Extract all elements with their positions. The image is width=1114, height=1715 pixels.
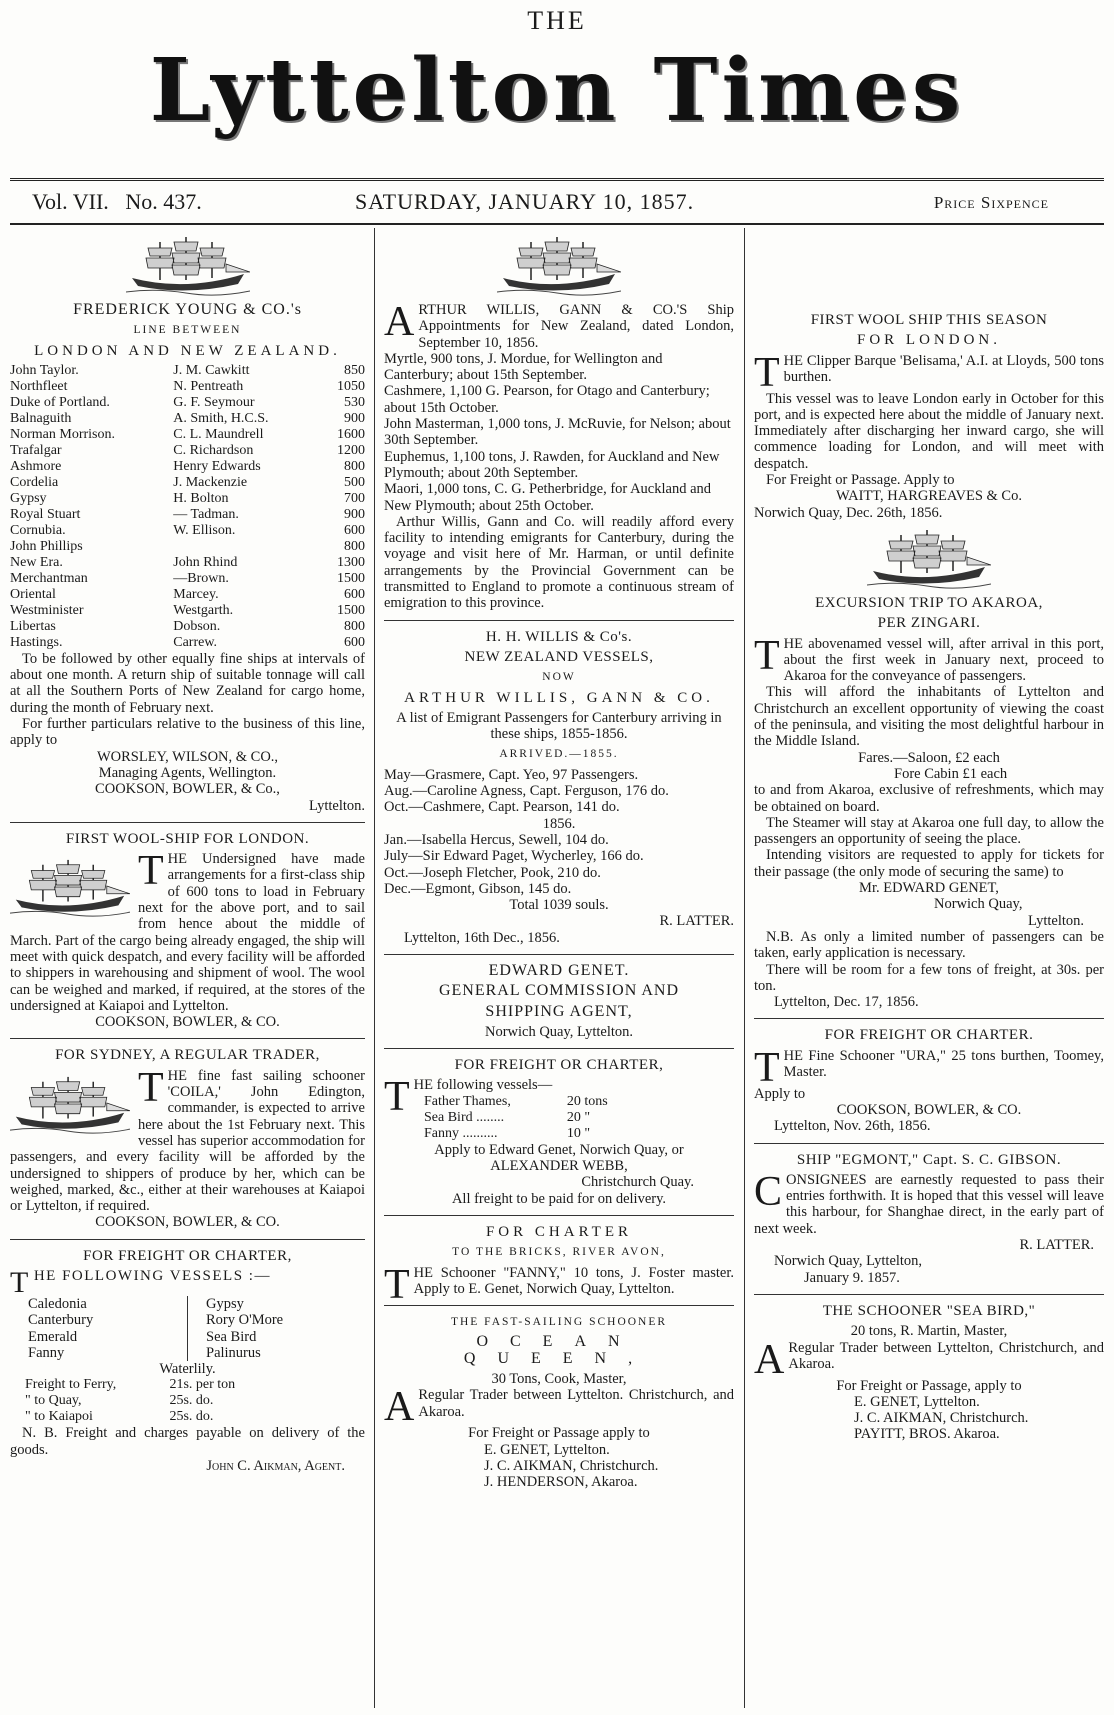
table-cell: C. L. Maundrell	[173, 426, 264, 442]
ad-dateline: Lyttelton, 16th Dec., 1856.	[404, 929, 560, 946]
list-item: Emerald	[28, 1328, 78, 1345]
table-row	[10, 379, 365, 395]
ad-signature: COOKSON, BOWLER, & CO.	[95, 1214, 280, 1231]
table-row	[10, 395, 365, 411]
ad-dateline: Lyttelton, Dec. 17, 1856.	[774, 994, 919, 1011]
table-cell: New Era.	[10, 554, 63, 570]
table-cell: Gypsy	[10, 490, 47, 506]
ad-dateline: January 9. 1857.	[804, 1269, 900, 1286]
table-cell: — Tadman.	[173, 506, 239, 522]
list-item: Gypsy	[206, 1295, 244, 1312]
agent-name: WORSLEY, WILSON, & CO.,	[96, 748, 279, 765]
table-cell: 600	[344, 586, 365, 602]
ad-dateline: Norwich Quay, Lyttelton,	[774, 1253, 923, 1270]
table-cell: Freight to Ferry,	[25, 1377, 117, 1393]
table-cell: Dobson.	[173, 618, 221, 634]
table-cell: C. Richardson	[173, 442, 254, 458]
column-2	[384, 228, 734, 1708]
table-cell: 25s. do.	[169, 1393, 214, 1409]
ad-body: THE Schooner "FANNY," 10 tons, J. Foster master. Apply to E. Genet, Norwich Quay, Lyttelton.	[384, 1261, 734, 1308]
column-3	[754, 228, 1104, 1708]
table-cell: 20 tons	[566, 1093, 608, 1109]
ad-signature: COOKSON, BOWLER, & CO.	[95, 1014, 280, 1031]
list-item: Maori, 1,000 tons, C. G. Petherbridge, for Auckland and New Plymouth; about 25th October.	[384, 481, 712, 514]
ad-subheading: 20 tons, R. Martin, Master,	[850, 1323, 1008, 1340]
table-row	[10, 555, 365, 571]
table-cell: H. Bolton	[173, 490, 229, 506]
column-rule	[744, 228, 745, 1708]
table-cell: " to Quay,	[25, 1393, 82, 1409]
list-item: Caledonia	[28, 1295, 87, 1312]
table-cell: 1500	[337, 602, 365, 618]
columns	[10, 228, 1104, 1708]
table-row	[10, 603, 365, 619]
table-cell: 21s. per ton	[169, 1377, 236, 1393]
list-item: Jan.—Isabella Hercus, Sewell, 104 do.	[384, 831, 609, 848]
issue-date: SATURDAY, JANUARY 10, 1857.	[355, 189, 695, 214]
table-cell: Marcey.	[173, 586, 219, 602]
table-cell: Hastings.	[10, 634, 63, 650]
ad-address: Norwich Quay, Lyttelton.	[484, 1023, 634, 1040]
table-cell: 1050	[337, 378, 365, 394]
ad-dateline: Lyttelton, Nov. 26th, 1856.	[774, 1118, 931, 1135]
ad-heading: FOR SYDNEY, A REGULAR TRADER,	[55, 1047, 320, 1064]
agent-location: Lyttelton.	[309, 797, 365, 814]
ship-list-table	[10, 363, 365, 651]
divider	[754, 1143, 1104, 1144]
table-cell: N. Pentreath	[173, 378, 244, 394]
table-row	[10, 491, 365, 507]
table-row	[10, 539, 365, 555]
ship-illustration-icon	[10, 855, 130, 919]
table-row	[10, 411, 365, 427]
table-cell: Royal Stuart	[10, 506, 81, 522]
table-cell: Merchantman	[10, 570, 88, 586]
ad-dateline: Norwich Quay, Dec. 26th, 1856.	[754, 504, 943, 521]
table-cell: Westminister	[10, 602, 84, 618]
table-cell: Libertas	[10, 618, 56, 634]
ad-subheading: THE FAST-SAILING SCHOONER	[450, 1316, 668, 1329]
ad-subheading: LINE BETWEEN	[133, 324, 242, 337]
ad-heading: EDWARD GENET.	[488, 961, 630, 979]
table-cell: Sea Bird ........	[424, 1109, 505, 1125]
table-cell: Cordelia	[10, 474, 59, 490]
table-cell: John Phillips	[10, 538, 83, 554]
divider	[384, 1215, 734, 1216]
table-cell: J. Mackenzie	[173, 474, 248, 490]
ad-body: For Freight or Passage apply to	[468, 1425, 650, 1442]
ad-heading: FOR FREIGHT OR CHARTER,	[83, 1247, 292, 1264]
ad-body: THE abovenamed vessel will, after arrival in this port, about the first week in January next, proceed to Akaroa for the conveyance of passengers.	[754, 632, 1104, 685]
table-cell: Cornubia.	[10, 522, 66, 538]
table-cell: A. Smith, H.C.S.	[173, 410, 269, 426]
ad-body: This will afford the inhabitants of Lyttelton and Christchurch an excellent opportunity of viewing the coast of the peninsula, and visiting the most delightful harbour in the Middle Island.	[754, 684, 1104, 750]
ad-body: This vessel was to leave London early in October for this port, and is expected here about the middle of January next. Immediately after discharging her inward cargo, she will commence loading for London, and will meet with despatch.	[754, 390, 1104, 472]
ad-body: To be followed by other equally fine ships at intervals of about one month. A return ship of suitable tonnage will call at all the Southern Ports of New Zealand for cargo home, during the month of February next.	[10, 650, 365, 716]
divider	[384, 1048, 734, 1049]
ad-note: There will be room for a few tons of freight, at 30s. per ton.	[754, 961, 1104, 994]
ad-heading: GENERAL COMMISSION AND	[438, 982, 680, 1000]
list-item: John Masterman, 1,000 tons, J. McRuvie, for Nelson; about 30th September.	[384, 416, 731, 449]
table-cell: 1600	[337, 426, 365, 442]
table-row	[25, 1377, 274, 1393]
table-row	[25, 1393, 274, 1409]
table-row	[424, 1126, 634, 1142]
ad-body: A list of Emigrant Passengers for Canterbury arriving in these ships, 1855-1856.	[396, 709, 722, 743]
agent-location: Managing Agents, Wellington.	[98, 764, 277, 781]
ad-heading: THE SCHOONER "SEA BIRD,"	[822, 1302, 1036, 1319]
ad-lead: THE FOLLOWING VESSELS :—	[10, 1265, 271, 1299]
list-item: Palinurus	[206, 1344, 261, 1361]
ship-appointments	[384, 351, 734, 514]
table-row	[10, 443, 365, 459]
list-item: Aug.—Caroline Agness, Capt. Ferguson, 176 do.	[384, 783, 669, 800]
table-cell: 1500	[337, 570, 365, 586]
ad-signature-location: Christchurch Quay.	[581, 1174, 694, 1191]
ad-body: Arthur Willis, Gann and Co. will readily afford every facility to intending emigrants for Canterbury, during the voyage and visit here of Mr. Harman, or until definite arrangements by the Provincial Government can be transmitted to England to promote a continuous stream of emigration to this province.	[384, 513, 734, 612]
ad-body: Apply to	[754, 1085, 806, 1102]
table-cell: W. Ellison.	[173, 522, 236, 538]
agent-list	[384, 1442, 734, 1491]
column-rule	[374, 228, 375, 1708]
ship-illustration-icon	[126, 232, 250, 298]
list-item: J. C. AIKMAN, Christchurch.	[854, 1410, 1029, 1427]
divider	[10, 822, 365, 823]
table-cell: 25s. do.	[169, 1409, 214, 1425]
passenger-total: Total 1039 souls.	[509, 897, 609, 914]
table-cell: 500	[344, 474, 365, 490]
ad-heading: FOR FREIGHT OR CHARTER,	[454, 1057, 664, 1074]
divider	[10, 1038, 365, 1039]
divider	[754, 1018, 1104, 1019]
table-cell: 1300	[337, 554, 365, 570]
table-cell: 700	[344, 490, 365, 506]
ad-heading: FIRST WOOL-SHIP FOR LONDON.	[65, 830, 310, 847]
divider	[754, 1294, 1104, 1295]
ad-subheading: 30 Tons, Cook, Master,	[491, 1371, 627, 1388]
ad-note: All freight to be paid for on delivery.	[451, 1190, 667, 1207]
ad-body: CONSIGNEES are earnestly requested to pass their entries forthwith. It is hoped that this vessel will leave this harbour, for Shanghae direct, in the early part of next week.	[754, 1168, 1104, 1237]
ad-heading: FREDERICK YOUNG & CO.'s	[73, 301, 302, 318]
list-item: Euphemus, 1,100 tons, J. Rawden, for Auckland and New Plymouth; about 20th September.	[384, 448, 720, 481]
ad-note: N. B. Freight and charges payable on delivery of the goods.	[10, 1425, 365, 1458]
ad-body: THE fine fast sailing schooner 'COILA,' John Edington, commander, is expected to arrive here about the 1st February next. This vessel has superior accommodation for passengers, and every facility will be afforded by the undersigned to shippers of produce by her, which can be weighed, marked, &c., either at their warehouses at Kaiapoi or Lyttelton, if required.	[10, 1064, 365, 1215]
ship-illustration-icon	[10, 1072, 130, 1136]
list-item: Oct.—Cashmere, Capt. Pearson, 141 do.	[384, 799, 620, 816]
table-row	[10, 523, 365, 539]
ad-body: THE Clipper Barque 'Belisama,' A.I. at Lloyds, 500 tons burthen.	[754, 349, 1104, 396]
ad-signature: COOKSON, BOWLER, & CO.	[836, 1101, 1022, 1118]
ad-signature: John C. Aikman, Agent.	[206, 1458, 345, 1475]
year-label: 1856.	[542, 815, 576, 832]
table-cell: 1200	[337, 442, 365, 458]
list-item: J. HENDERSON, Akaroa.	[484, 1474, 638, 1491]
table-row	[424, 1094, 634, 1110]
ad-heading: SHIP "EGMONT," Capt. S. C. GIBSON.	[796, 1151, 1062, 1168]
ad-body: For further particulars relative to the business of this line, apply to	[10, 716, 365, 749]
table-cell: —Brown.	[173, 570, 229, 586]
ad-subheading: ARRIVED.—1855.	[499, 748, 619, 761]
table-cell: Westgarth.	[173, 602, 234, 618]
table-cell: Trafalgar	[10, 442, 62, 458]
ad-heading: FIRST WOOL SHIP THIS SEASON	[810, 312, 1048, 328]
list-item: Canterbury	[28, 1312, 94, 1329]
table-cell: 900	[344, 410, 365, 426]
ad-subheading: FOR LONDON.	[856, 332, 1001, 349]
vessel-extra: Waterlily.	[159, 1361, 216, 1378]
fares: Fore Cabin £1 each	[894, 765, 1008, 782]
passenger-list-1856	[384, 832, 734, 897]
ad-signature: R. LATTER.	[659, 913, 734, 930]
table-row	[10, 619, 365, 635]
vessel-list-right	[187, 1296, 365, 1361]
ad-lead: THE following vessels—	[384, 1074, 553, 1121]
table-cell: 800	[344, 538, 365, 554]
table-cell: John Rhind	[173, 554, 238, 570]
ad-body: Apply to Edward Genet, Norwich Quay, or	[434, 1141, 684, 1158]
table-cell: Ashmore	[10, 458, 62, 474]
ad-subheading: PER ZINGARI.	[877, 615, 981, 632]
ad-heading: FOR FREIGHT OR CHARTER.	[824, 1027, 1034, 1044]
issue-price: Price Sixpence	[933, 193, 1049, 212]
divider	[384, 620, 734, 621]
table-row	[10, 427, 365, 443]
ad-body: For Freight or Passage. Apply to	[766, 472, 955, 489]
ad-heading: NEW ZEALAND VESSELS,	[464, 648, 654, 665]
table-cell: Northfleet	[10, 378, 68, 394]
table-row	[10, 475, 365, 491]
ad-body: to and from Akaroa, exclusive of refreshments, which may be obtained on board.	[754, 782, 1104, 815]
agent-list	[754, 1394, 1104, 1443]
ship-illustration-icon	[497, 232, 621, 298]
table-cell: 20 "	[566, 1109, 591, 1125]
table-row	[10, 635, 365, 651]
fares: Fares.—Saloon, £2 each	[858, 749, 1000, 766]
table-row	[25, 1409, 274, 1425]
ad-heading: SHIPPING AGENT,	[485, 1002, 633, 1020]
ad-subheading: NOW	[542, 671, 576, 684]
table-cell: Oriental	[10, 586, 56, 602]
ad-body: For Freight or Passage, apply to	[836, 1377, 1022, 1394]
table-cell: John Taylor.	[10, 362, 79, 378]
column-1	[10, 228, 365, 1708]
list-item: July—Sir Edward Paget, Wycherley, 166 do.	[384, 848, 644, 865]
table-cell: 800	[344, 458, 365, 474]
freight-rates	[25, 1377, 274, 1425]
list-item: E. GENET, Lyttelton.	[854, 1393, 980, 1410]
divider	[10, 1239, 365, 1240]
vessel-list	[10, 1296, 365, 1361]
ad-body: A Regular Trader between Lyttelton. Christchurch, and Akaroa.	[384, 1384, 734, 1431]
list-item: PAYITT, BROS. Akaroa.	[854, 1426, 1000, 1443]
ad-signature: ALEXANDER WEBB,	[490, 1158, 628, 1175]
table-cell: Balnaguith	[10, 410, 72, 426]
table-cell: 600	[344, 634, 365, 650]
ad-signature: WAITT, HARGREAVES & Co.	[836, 488, 1022, 505]
list-item: E. GENET, Lyttelton.	[484, 1441, 610, 1458]
table-cell: Norman Morrison.	[10, 426, 115, 442]
ad-note: N.B. As only a limited number of passengers can be taken, early application is necessary.	[754, 928, 1104, 962]
volume-number: Vol. VII. No. 437.	[32, 189, 202, 214]
passenger-list-1855	[384, 767, 734, 816]
table-cell: 10 "	[566, 1125, 591, 1141]
masthead-the: THE	[527, 6, 587, 35]
table-cell: J. M. Cawkitt	[173, 362, 250, 378]
list-item: Sea Bird	[206, 1328, 257, 1345]
agent-name: COOKSON, BOWLER, & Co.,	[95, 781, 280, 798]
table-row	[10, 507, 365, 523]
table-cell: G. F. Seymour	[173, 394, 255, 410]
ad-signature-location: Norwich Quay,	[934, 896, 1023, 913]
ad-signature: R. LATTER.	[1019, 1237, 1094, 1254]
table-cell: " to Kaiapoi	[25, 1409, 93, 1425]
table-row	[424, 1110, 634, 1126]
ad-body: Intending visitors are requested to apply for tickets for their passage (the only mode of securing the same) to	[754, 847, 1104, 880]
table-cell	[173, 539, 321, 555]
table-row	[10, 587, 365, 603]
table-cell: Fanny ..........	[424, 1125, 498, 1141]
ad-route: LONDON AND NEW ZEALAND.	[34, 342, 341, 359]
list-item: Dec.—Egmont, Gibson, 145 do.	[384, 880, 572, 897]
table-cell: Carrew.	[173, 634, 218, 650]
vessel-list	[424, 1094, 634, 1142]
ad-signature-location: Lyttelton.	[1028, 912, 1084, 929]
ad-heading: ARTHUR WILLIS, GANN & CO.	[404, 689, 714, 706]
ship-illustration-icon	[867, 525, 991, 591]
ad-heading: FOR CHARTER	[485, 1223, 633, 1240]
list-item: May—Grasmere, Capt. Yeo, 97 Passengers.	[384, 766, 639, 783]
list-item: Fanny	[28, 1344, 65, 1361]
divider	[384, 954, 734, 955]
table-cell: 530	[344, 394, 365, 410]
table-row	[10, 459, 365, 475]
list-item: Rory O'More	[206, 1312, 284, 1329]
list-item: Oct.—Joseph Fletcher, Pook, 210 do.	[384, 864, 601, 881]
ad-heading: EXCURSION TRIP TO AKAROA,	[815, 594, 1043, 611]
ad-body: THE Fine Schooner "URA," 25 tons burthen, Toomey, Master.	[754, 1044, 1104, 1091]
list-item: Myrtle, 900 tons, J. Mordue, for Wellington and Canterbury; about 15th September.	[384, 350, 663, 384]
list-item: Cashmere, 1,100 G. Pearson, for Otago and Canterbury; about 15th October.	[384, 383, 710, 416]
table-cell: 800	[344, 618, 365, 634]
table-cell: Father Thames,	[424, 1093, 511, 1109]
divider	[384, 1305, 734, 1306]
ad-body: THE Undersigned have made arrangements for a first-class ship of 600 tons to load in February next for the above port, and to sail from hence about the middle of March. Part of the cargo being already engaged, the ship will meet with quick despatch, and every facility will be afforded to shippers in warehousing and shipment of wool. The wool can be weighed and marked, if required, at the stores of the undersigned at Kaiapoi and Lyttelton.	[10, 848, 365, 1014]
list-item: J. C. AIKMAN, Christchurch.	[484, 1457, 659, 1474]
ad-body: The Steamer will stay at Akaroa one full day, to allow the passengers an opportunity of seeing the place.	[754, 814, 1104, 848]
table-row	[10, 571, 365, 587]
newspaper-title: Lyttelton Times	[149, 40, 965, 141]
ad-body: ARTHUR WILLIS, GANN & CO.'S Ship Appointments for New Zealand, dated London, September 10, 1856.	[384, 299, 734, 351]
vessel-list-left	[10, 1296, 187, 1361]
table-cell: 850	[344, 362, 365, 378]
ad-heading: OCEAN QUEEN,	[463, 1333, 655, 1367]
dateline-bar	[10, 178, 1104, 225]
table-cell: Henry Edwards	[173, 458, 261, 474]
ad-body: A Regular Trader between Lyttelton, Christchurch, and Akaroa.	[754, 1336, 1104, 1383]
ad-subheading: TO THE BRICKS, RIVER AVON,	[452, 1246, 666, 1259]
ad-signature: Mr. EDWARD GENET,	[859, 880, 999, 897]
masthead	[0, 0, 1114, 175]
ad-heading: H. H. WILLIS & Co's.	[485, 628, 633, 645]
table-row	[10, 363, 365, 379]
table-cell: 900	[344, 506, 365, 522]
table-cell: Duke of Portland.	[10, 394, 110, 410]
table-cell: 600	[344, 522, 365, 538]
